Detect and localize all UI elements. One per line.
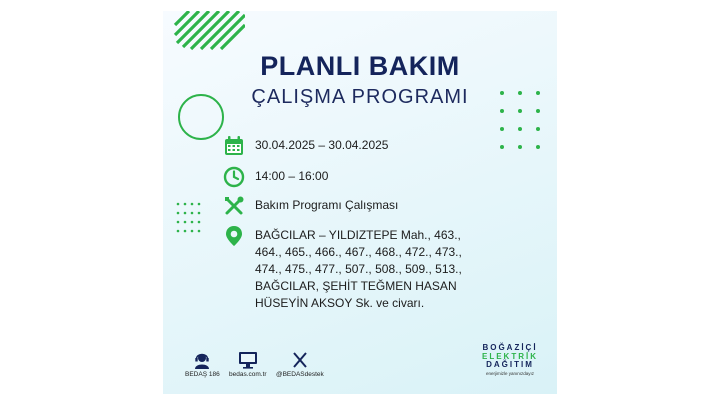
x-logo-icon xyxy=(290,351,310,369)
footer-phone xyxy=(185,351,220,378)
brand-line-2: ELEKTRİK xyxy=(482,351,538,361)
footer-web xyxy=(229,351,267,378)
time-range: 14:00 – 16:00 xyxy=(255,169,329,183)
brand-line-1: BOĞAZİÇİ xyxy=(482,343,538,352)
address-row xyxy=(223,225,515,312)
brand-line-3: DAĞITIM xyxy=(486,360,534,369)
work-type: Bakım Programı Çalışması xyxy=(255,198,399,212)
address-text: BAĞCILAR – YILDIZTEPE Mah., 463., 464., 465., 466., 467., 468., 472., 473., 474., 475., 477., 507., 508., 509., 513., BAĞCILAR, ŞEHİT TEĞMEN HASAN HÜSEYİN AKSOY Sk. ve civarı. xyxy=(255,228,462,310)
calendar-icon xyxy=(223,135,245,157)
time-row xyxy=(223,166,328,188)
brand-logo xyxy=(479,344,541,378)
page-title: PLANLI BAKIM xyxy=(260,51,460,81)
announcement-card xyxy=(163,11,557,394)
date-range: 30.04.2025 – 30.04.2025 xyxy=(255,138,389,152)
web-label: bedas.com.tr xyxy=(229,371,267,378)
tools-icon xyxy=(223,195,245,217)
footer-social xyxy=(276,351,324,378)
brand-slogan: enerjimizle yanınızdayız xyxy=(485,370,535,376)
monitor-icon xyxy=(238,351,258,369)
decorative-stripes xyxy=(173,11,245,53)
clock-icon xyxy=(223,166,245,188)
headset-icon xyxy=(192,351,212,369)
social-label: @BEDASdestek xyxy=(276,371,324,378)
page-subtitle: ÇALIŞMA PROGRAMI xyxy=(251,86,469,108)
date-row xyxy=(223,135,388,157)
decorative-dots-left xyxy=(175,201,207,241)
phone-label: BEDAŞ 186 xyxy=(185,371,220,378)
work-type-row xyxy=(223,195,398,217)
location-pin-icon xyxy=(223,225,245,247)
